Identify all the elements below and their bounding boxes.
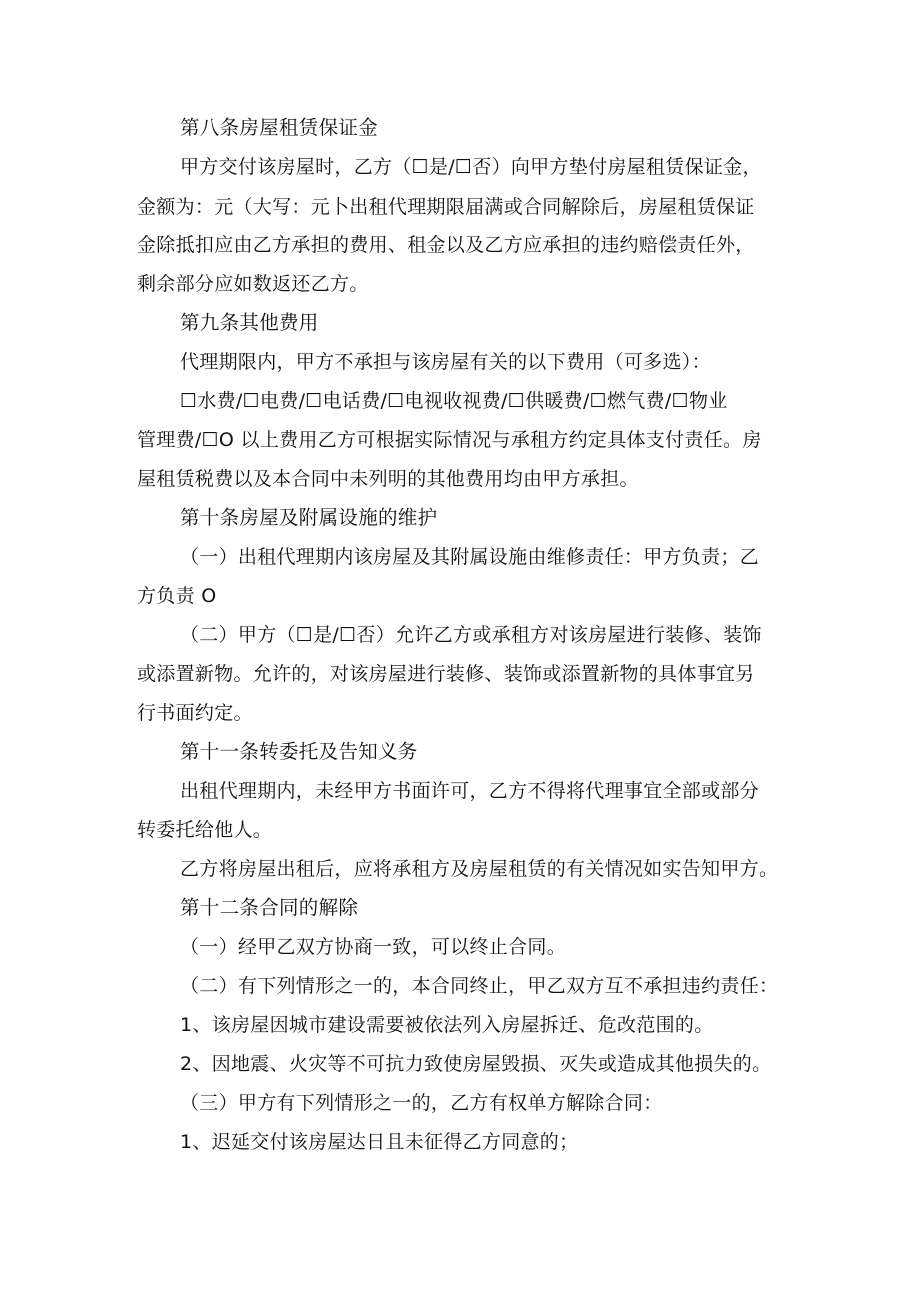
article-12-title: 第十二条合同的解除 [180, 896, 359, 919]
article-9-paragraph-line: 代理期限内，甲方不承担与该房屋有关的以下费用（可多选）： [180, 351, 711, 373]
article-8-paragraph-line: 甲方交付该房屋时，乙方（☐是/☐否）向甲方垫付房屋租赁保证金， [180, 156, 762, 178]
article-10-paragraph-line: （一）出租代理期内该房屋及其附属设施由维修责任：甲方负责；乙 [180, 546, 760, 568]
article-9-paragraph-line: 屋租赁税费以及本合同中未列明的其他费用均由甲方承担。 [137, 468, 639, 490]
article-11-paragraph-line: 转委托给他人。 [137, 819, 273, 841]
article-11-title: 第十一条转委托及告知义务 [180, 740, 418, 763]
article-8-paragraph-line: 金额为：元（大写：元卜出租代理期限届满或合同解除后，房屋租赁保证 [137, 196, 755, 218]
article-8-paragraph-line: 金除抵扣应由乙方承担的费用、租金以及乙方应承担的违约赔偿责任外， [137, 234, 755, 256]
article-9-paragraph-line: 管理费/☐O 以上费用乙方可根据实际情况与承租方约定具体支付责任。房 [137, 429, 762, 451]
article-8-title: 第八条房屋租赁保证金 [180, 116, 379, 139]
article-11-paragraph-line: 出租代理期内，未经甲方书面许可，乙方不得将代理事宜全部或部分 [180, 780, 760, 802]
article-9-fee-options-line: ☐水费/☐电费/☐电话费/☐电视收视费/☐供暖费/☐燃气费/☐物业 [180, 390, 728, 412]
article-12-subclause-line: 1、该房屋因城市建设需要被依法列入房屋拆迁、危改范围的。 [180, 1014, 714, 1036]
article-10-paragraph-line: 行书面约定。 [137, 702, 253, 724]
article-8-paragraph-line: 剩余部分应如数返还乙方。 [137, 273, 369, 295]
article-10-paragraph-line: 方负责 O [137, 585, 217, 607]
article-10-paragraph-line: 或添置新物。允许的，对该房屋进行装修、装饰或添置新物的具体事宜另 [137, 663, 755, 685]
article-10-title: 第十条房屋及附属设施的维护 [180, 506, 438, 529]
article-12-subclause-line: 2、因地震、火灾等不可抗力致使房屋毁损、灭失或造成其他损失的。 [180, 1053, 772, 1075]
article-9-title: 第九条其他费用 [180, 311, 319, 334]
article-12-clause-line: （三）甲方有下列情形之一的，乙方有权单方解除合同： [180, 1092, 663, 1114]
article-12-subclause-line: 1、迟延交付该房屋达日且未征得乙方同意的； [180, 1131, 579, 1153]
article-12-clause-line: （一）经甲乙双方协商一致，可以终止合同。 [180, 936, 567, 958]
article-12-clause-line: （二）有下列情形之一的，本合同终止，甲乙双方互不承担违约责任： [180, 975, 779, 997]
article-11-paragraph-line: 乙方将房屋出租后，应将承租方及房屋租赁的有关情况如实告知甲方。 [180, 858, 779, 880]
article-10-paragraph-line: （二）甲方（☐是/☐否）允许乙方或承租方对该房屋进行装修、装饰 [180, 624, 762, 646]
